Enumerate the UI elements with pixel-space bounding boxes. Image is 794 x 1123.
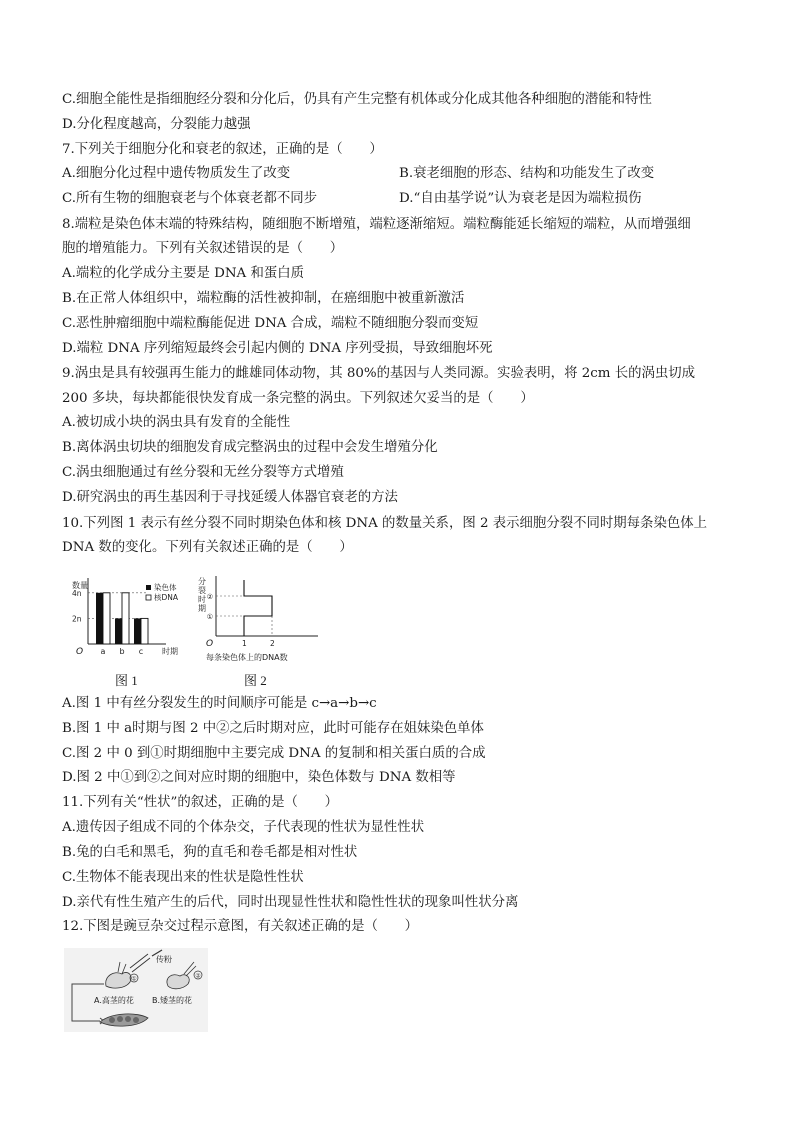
q9-option-c: C.涡虫细胞通过有丝分裂和无丝分裂等方式增殖 — [62, 465, 344, 480]
y-tick-label: 4n — [72, 588, 82, 598]
q7-option-c: C.所有生物的细胞衰老与个体衰老都不同步 — [62, 191, 318, 206]
pollination-label: 传粉 — [156, 955, 172, 964]
q11-option-a: A.遗传因子组成不同的个体杂交，子代表现的性状为显性性状 — [62, 820, 425, 835]
y-axis-label-char: 裂 — [198, 586, 206, 595]
q8-stem-line1: 8.端粒是染色体末端的特殊结构，随细胞不断增殖，端粒逐渐缩短。端粒酶能延长缩短的端粒，从而增强细 — [62, 217, 691, 232]
x-tick-label: c — [138, 647, 144, 656]
q7-option-b: B.衰老细胞的形态、结构和功能发生了改变 — [399, 166, 655, 181]
legend-label-chromosome: 染色体 — [154, 583, 177, 592]
y-axis-label: 数量 — [72, 581, 88, 590]
x-tick-label: a — [100, 647, 106, 656]
x-axis-label: 每条染色体上的DNA数 — [206, 653, 288, 662]
legend-swatch-chromosome — [146, 585, 151, 590]
q7-option-a: A.细胞分化过程中遗传物质发生了改变 — [62, 166, 291, 181]
q7-option-d: D.“自由基学说”认为衰老是因为端粒损伤 — [399, 191, 642, 206]
q6-option-d: D.分化程度越高，分裂能力越强 — [62, 117, 251, 132]
q6-option-c: C.细胞全能性是指细胞经分裂和分化后，仍具有产生完整有机体或分化成其他各种细胞的潜能和特性 — [62, 92, 652, 107]
y-axis-label-char: 时 — [198, 595, 206, 604]
q9-stem-line1: 9.涡虫是具有较强再生能力的雌雄同体动物，其 80%的基因与人类同源。实验表明，将 2cm 长的涡虫切成 — [62, 366, 696, 381]
y-mark-1: ① — [206, 613, 213, 621]
q8-option-d: D.端粒 DNA 序列缩短最终会引起内侧的 DNA 序列受损，导致细胞坏死 — [62, 341, 493, 356]
figure-2-line-chart — [196, 574, 322, 664]
bar-dna — [122, 593, 129, 644]
x-tick-label: 1 — [242, 639, 247, 648]
step-1-label: ① — [131, 975, 137, 983]
q11-option-c: C.生物体不能表现出来的性状是隐性性状 — [62, 870, 304, 885]
q8-option-b: B.在正常人体组织中，端粒酶的活性被抑制，在癌细胞中被重新激活 — [62, 291, 465, 306]
figure-1-caption: 图 1 — [115, 673, 138, 688]
bar-dna — [103, 593, 110, 644]
q11-option-b: B.兔的白毛和黑毛，狗的直毛和卷毛都是相对性状 — [62, 845, 358, 860]
short-flower-label: B.矮茎的花 — [152, 996, 193, 1005]
y-axis-label-char: 期 — [198, 604, 206, 613]
x-tick-label: 2 — [270, 639, 275, 648]
bar-chromosome — [115, 618, 122, 644]
q7-stem: 7.下列关于细胞分化和衰老的叙述，正确的是（ ） — [62, 142, 383, 157]
q10-stem-line1: 10.下列图 1 表示有丝分裂不同时期染色体和核 DNA 的数量关系，图 2 表示细胞分裂不同时期每条染色体上 — [62, 516, 708, 531]
step-2-label: ② — [195, 972, 201, 980]
pea-cross-diagram — [64, 948, 208, 1032]
q10-stem-line2: DNA 数的变化。下列有关叙述正确的是（ ） — [62, 540, 353, 555]
origin-label: O — [206, 639, 214, 649]
figure-1-bar-chart — [66, 572, 194, 664]
q10-option-a: A.图 1 中有丝分裂发生的时间顺序可能是 c→a→b→c — [62, 696, 377, 711]
dna-per-chromosome-line — [244, 580, 272, 636]
figure-2-caption: 图 2 — [244, 673, 267, 688]
q8-stem-line2: 胞的增殖能力。下列有关叙述错误的是（ ） — [62, 241, 344, 256]
q8-option-c: C.恶性肿瘤细胞中端粒酶能促进 DNA 合成，端粒不随细胞分裂而变短 — [62, 316, 479, 331]
bar-dna — [141, 618, 148, 644]
legend-label-dna: 核DNA — [154, 593, 179, 602]
q12-stem: 12.下图是豌豆杂交过程示意图，有关叙述正确的是（ ） — [62, 919, 419, 934]
q9-option-a: A.被切成小块的涡虫具有发育的全能性 — [62, 415, 291, 430]
bar-chromosome — [134, 618, 141, 644]
origin-label: O — [76, 647, 84, 657]
legend-swatch-dna — [146, 595, 151, 600]
bar-chromosome — [96, 593, 103, 644]
q10-option-d: D.图 2 中①到②之间对应时期的细胞中，染色体数与 DNA 数相等 — [62, 770, 456, 785]
q9-stem-line2: 200 多块，每块都能很快发育成一条完整的涡虫。下列叙述欠妥当的是（ ） — [62, 391, 534, 406]
q11-stem: 11.下列有关“性状”的叙述，正确的是（ ） — [62, 795, 339, 810]
q8-option-a: A.端粒的化学成分主要是 DNA 和蛋白质 — [62, 266, 305, 281]
x-tick-label: b — [119, 647, 125, 656]
tall-flower-label: A.高茎的花 — [94, 996, 134, 1005]
y-mark-2: ② — [206, 593, 213, 601]
q9-option-b: B.离体涡虫切块的细胞发育成完整涡虫的过程中会发生增殖分化 — [62, 440, 438, 455]
q9-option-d: D.研究涡虫的再生基因利于寻找延缓人体器官衰老的方法 — [62, 490, 398, 505]
x-axis-label: 时期 — [162, 647, 178, 656]
q10-option-b: B.图 1 中 a时期与图 2 中②之后时期对应，此时可能存在姐妹染色单体 — [62, 721, 484, 736]
q11-option-d: D.亲代有性生殖产生的后代，同时出现显性性状和隐性性状的现象叫性状分离 — [62, 895, 519, 910]
y-tick-label: 2n — [72, 614, 82, 624]
y-axis-label-char: 分 — [198, 577, 206, 586]
q10-option-c: C.图 2 中 0 到①时期细胞中主要完成 DNA 的复制和相关蛋白质的合成 — [62, 746, 486, 761]
